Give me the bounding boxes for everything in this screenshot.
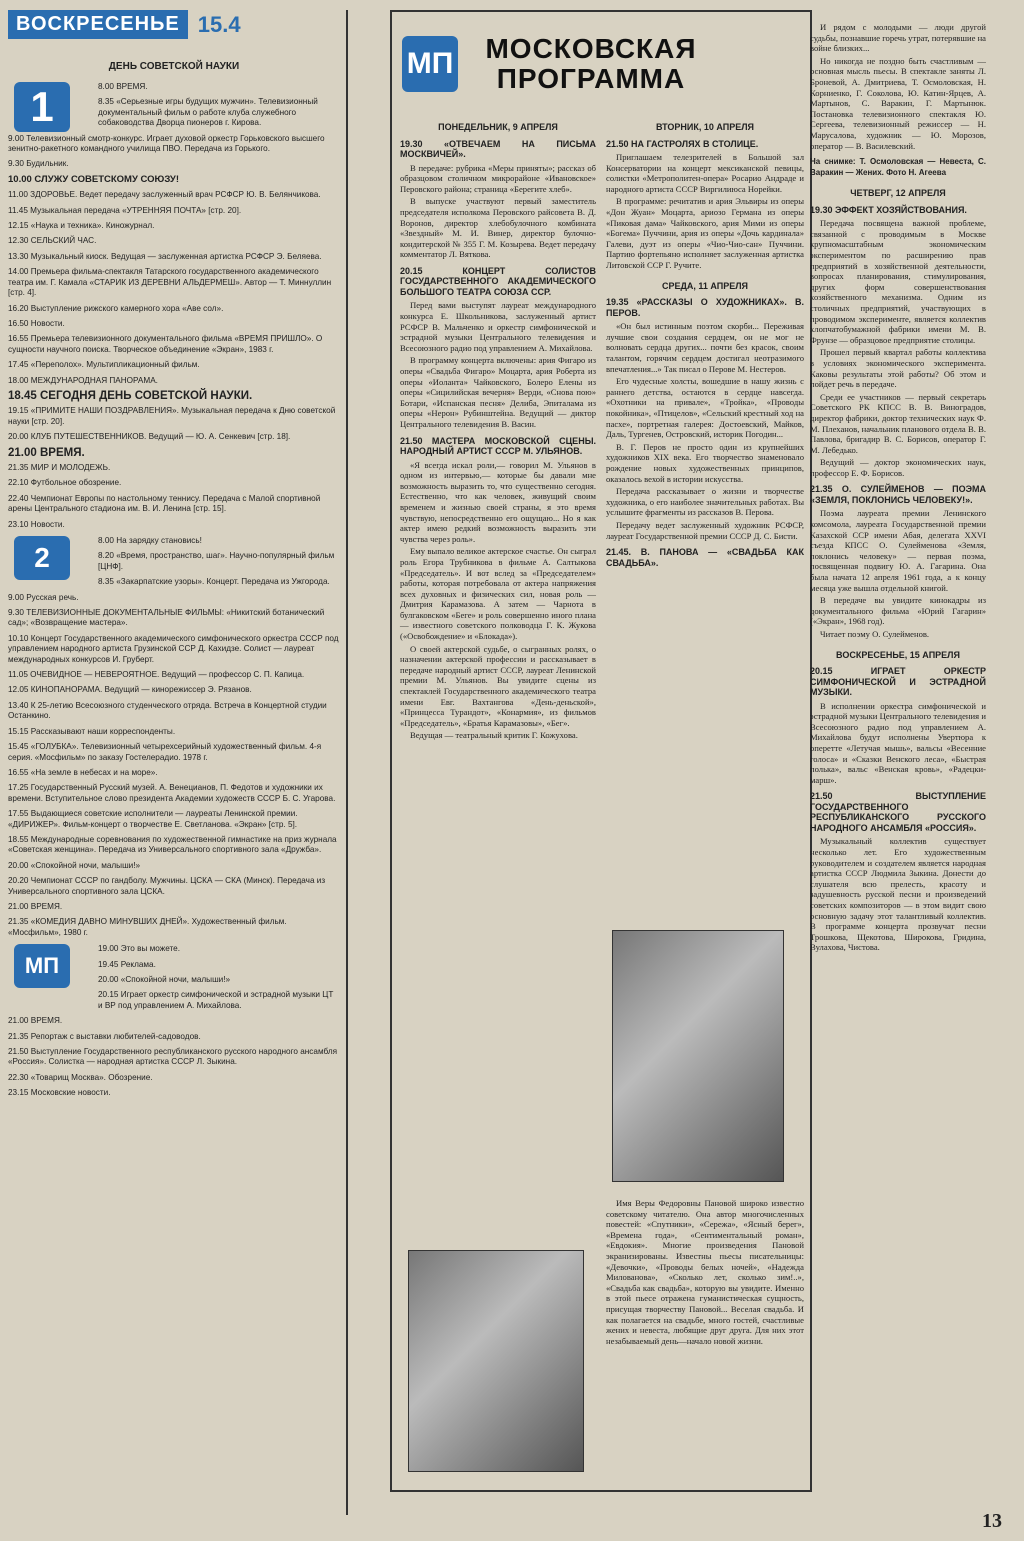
- sunday-schedule-column: [8, 10, 348, 1515]
- article-heading: 19.35 «РАССКАЗЫ О ХУДОЖНИКАХ». В. ПЕРОВ.: [606, 297, 804, 318]
- wedding-photo: [612, 930, 784, 1182]
- article-heading: 21.50 НА ГАСТРОЛЯХ В СТОЛИЦЕ.: [606, 138, 759, 149]
- article-paragraph: Перед вами выступят лауреат международного конкурса Е. Школьникова, заслуженный артист РСФСР В. Мальченко и оркестр симфонической и эстрадной музыки Центрального телевидения и Всесоюзного радио под управлением А. Михайлова.: [400, 300, 596, 353]
- schedule-entry: 15.45 «ГОЛУБКА». Телевизионный четырехсерийный художественный фильм. 4-я серия. «Мосфильм» по заказу Гостелерадио. 1978 г.: [8, 742, 322, 762]
- monday-column: [400, 112, 596, 743]
- schedule-entry: 19.15 «ПРИМИТЕ НАШИ ПОЗДРАВЛЕНИЯ». Музыкальная передача к Дню советской науки [стр. 20].: [8, 406, 336, 426]
- article-paragraph: «Я всегда искал роли,— говорил М. Ульянов в одном из интервью,— которые бы давали мне возможность выразить то, что существенно сегодня. Естественно, что как человек, живущий своим временем и жизнью своей страны, я это время чувствую, непосредственно его ощущаю... Но я как актер имею редкий возможность выразить эти чувства через роль».: [400, 459, 596, 544]
- schedule-entry: 13.30 Музыкальный киоск. Ведущая — заслуженная артистка РСФСР Э. Беляева.: [8, 251, 322, 261]
- schedule-entry: 8.35 «Закарпатские узоры». Концерт. Передача из Ужгорода.: [98, 577, 330, 587]
- schedule-entry: 17.45 «Переполох». Мультипликационный фильм.: [8, 360, 200, 370]
- article-paragraph: Музыкальный коллектив существует несколько лет. Его художественным руководителем и создателем является народная артистка СССР Людмила Зыкина. Донести до слушателя всю прелесть, красоту и задушевность русской песни и произведений советских композиторов — в этом видит свою основную задачу этот талантливый коллектив. В программе концерта прозвучат песни Трошкова, Щекотова, Широкова, Гридина, Вулахова, Чистова.: [810, 836, 986, 953]
- schedule-entry: 21.35 «КОМЕДИЯ ДАВНО МИНУВШИХ ДНЕЙ». Художественный фильм. «Мосфильм», 1980 г.: [8, 917, 287, 937]
- article-paragraph: В программе: речитатив и ария Эльвиры из оперы «Дон Жуан» Моцарта, ариозо Германа из оперы «Пиковая дама» Чайковского, ария Мими из оперы «Богема» Пуччини, ария из оперы «Дочь кардинала» Галеви, дуэт из оперы «Чио-Чио-сан» Пуччини. Партию фортепьяно исполняет заслуженная артистка Литовской ССР Г. Ручите.: [606, 196, 804, 271]
- schedule-entry: 18.00 МЕЖДУНАРОДНАЯ ПАНОРАМА.: [8, 375, 158, 385]
- channel-1-logo: 1: [14, 82, 70, 132]
- schedule-entry: 15.15 Рассказывают наши корреспонденты.: [8, 726, 176, 736]
- moscow-program-title: МОСКОВСКАЯ ПРОГРАММА: [485, 33, 697, 94]
- article-paragraph: Его чудесные холсты, вошедшие в нашу жизнь с раннего детства, остаются в сердце навсегда. «Охотники на привале», «Тройка», «Проводы покойника», «Птицелов», «Сельский крестный ход на пасхе», портретная галерея: Достоевский, Майков, Даль, Тургенев, Островский, историк Погодин...: [606, 376, 804, 440]
- schedule-entry: 11.05 ОЧЕВИДНОЕ — НЕВЕРОЯТНОЕ. Ведущий — профессор С. П. Капица.: [8, 670, 305, 680]
- right-column: [810, 0, 988, 1500]
- page-number: 13: [982, 1510, 1002, 1532]
- schedule-entry: 8.35 «Серьезные игры будущих мужчин». Телевизионный документальный фильм о работе клуба служебного собаководства Дворца пионеров г. Кирова.: [98, 97, 318, 128]
- schedule-entry: 8.00 ВРЕМЯ.: [98, 82, 148, 91]
- schedule-entry: 12.30 СЕЛЬСКИЙ ЧАС.: [8, 236, 97, 246]
- channel-2-schedule: [8, 536, 340, 938]
- article-paragraph: В. Г. Перов не просто один из крупнейших художников XIX века. Его творчество знаменовало рождение новых художественных принципов, оказалось вехой в истории искусства.: [606, 441, 804, 484]
- schedule-entry: 22.30 «Товарищ Москва». Обозрение.: [8, 1072, 153, 1082]
- schedule-entry: 21.50 Выступление Государственного республиканского русского народного ансамбля «Россия». Солистка — народная артистка СССР Л. Зыкина.: [8, 1047, 338, 1067]
- article-heading: ЧЕТВЕРГ, 12 АПРЕЛЯ: [850, 188, 946, 199]
- article-heading: На снимке: Т. Осмоловская — Невеста, С. Варакин — Жених. Фото Н. Агеева: [810, 157, 986, 177]
- article-heading: 21.50 ВЫСТУПЛЕНИЕ ГОСУДАРСТВЕННОГО РЕСПУБЛИКАНСКОГО РУССКОГО НАРОДНОГО АНСАМБЛЯ «РОССИЯ».: [810, 791, 986, 833]
- article-paragraph: Прошел первый квартал работы коллектива в условиях экономического эксперимента. Каковы результаты этой работы? Об этом и пойдет речь в передаче.: [810, 347, 986, 390]
- schedule-entry: 9.30 Будильник.: [8, 159, 69, 169]
- article-heading: СРЕДА, 11 АПРЕЛЯ: [661, 280, 749, 291]
- channel-2-logo: 2: [14, 536, 70, 580]
- day-header: [8, 10, 340, 39]
- schedule-entry: 20.20 Чемпионат СССР по гандболу. Мужчины. ЦСКА — СКА (Минск). Передача из Универсального спортивного зала ЦСКА.: [8, 876, 326, 896]
- right-column-text: [810, 22, 986, 955]
- article-heading: 21.50 МАСТЕРА МОСКОВСКОЙ СЦЕНЫ. НАРОДНЫЙ АРТИСТ СССР М. УЛЬЯНОВ.: [400, 435, 596, 457]
- schedule-entry: 21.00 ВРЕМЯ.: [8, 901, 63, 911]
- article-paragraph: «Он был истинным поэтом скорби... Переживая лучшие свои создания сердцем, он не мог не волновать сердца других... почти без красок, своим талантом, горячим сердцем достигал неотразимого впечатления...» Так писал о Перове М. Нестеров.: [606, 321, 804, 374]
- schedule-entry: 8.20 «Время, пространство, шаг». Научно-популярный фильм [ЦНФ].: [98, 551, 335, 571]
- schedule-entry: 18.45 СЕГОДНЯ ДЕНЬ СОВЕТСКОЙ НАУКИ.: [8, 389, 253, 402]
- article-heading: 20.15 КОНЦЕРТ СОЛИСТОВ ГОСУДАРСТВЕННОГО АКАДЕМИЧЕСКОГО БОЛЬШОГО ТЕАТРА СОЮЗА ССР.: [400, 265, 596, 297]
- ulyanov-portrait-photo: [408, 1250, 584, 1472]
- schedule-entry: 13.40 К 25-летию Всесоюзного студенческого отряда. Встреча в Концертной студии Останкино.: [8, 700, 327, 721]
- article-paragraph: В программу концерта включены: ария Фигаро из оперы «Свадьба Фигаро» Моцарта, ария Роберта из оперы «Иоланта» Чайковского, Болеро Елены из оперы «Сицилийская вечерня» Верди, «Снова пою» Ботари, «Испанская песня» Делиба, Эпиталама из оперы «Нерон» Рубинштейна. Ведущий — диктор Центрального телевидения В. Васин.: [400, 355, 596, 429]
- article-paragraph: В передаче: рубрика «Меры приняты»; рассказ об образцовом столичном микрорайоне «Ивановское» Перовского района; страница «Берегите хлеб».: [400, 162, 596, 194]
- schedule-entry: 11.00 ЗДОРОВЬЕ. Ведет передачу заслуженный врач РСФСР Ю. В. Белянчикова.: [8, 190, 321, 200]
- schedule-entry: 16.50 Новости.: [8, 318, 65, 328]
- article-paragraph: О своей актерской судьбе, о сыгранных ролях, о назначении актерской профессии и рассказывает в передаче народный артист СССР, лауреат Ленинской премии М. Ульянов. Вы увидите сцены из спектаклей Государственного академического театра имени Евг. Вахтангова «День-деньской», «Принцесса Турандот», «Конармия», из фильмов «Председатель», «Братья Карамазовы», «Бег».: [400, 643, 596, 728]
- schedule-entry: 9.30 ТЕЛЕВИЗИОННЫЕ ДОКУМЕНТАЛЬНЫЕ ФИЛЬМЫ: «Никитский ботанический сад»; «Возвращение мастера».: [8, 608, 325, 628]
- article-heading: 21.45. В. ПАНОВА — «СВАДЬБА КАК СВАДЬБА».: [606, 547, 804, 568]
- date-label: 15.4: [197, 11, 241, 37]
- article-paragraph: Среди ее участников — первый секретарь Советского РК КПСС В. В. Виноградов, директор фабрики, доктор технических наук Ф. М. Плеханов, начальник планового отдела В. В. Павлова, бригадир В. С. Борисов, оператор Г. М. Лебедько.: [810, 391, 986, 455]
- schedule-entry: 8.00 На зарядку становись!: [98, 536, 202, 545]
- article-paragraph: В исполнении оркестра симфонической и эстрадной музыки Центрального телевидения и Всесоюзного радио под управлением А. Михайлова будут исполнены Увертюра к оперетте «Летучая мышь», вальсы «Весенние голоса» и «Сказки Венского леса», «Быстрая полька», вальс «Венская кровь», «Радецки-марш».: [810, 700, 986, 785]
- schedule-entry: 21.35 МИР И МОЛОДЕЖЬ.: [8, 462, 111, 472]
- channel-1-schedule: [8, 82, 340, 530]
- schedule-entry: 12.05 КИНОПАНОРАМА. Ведущий — кинорежиссер Э. Рязанов.: [8, 685, 252, 695]
- article-paragraph: В выпуске участвуют первый заместитель председателя исполкома Перовского райсовета В. Д. Воронов, директор хлебобулочного комбината «Звездный» М. И. Винер, директор булочно-кондитерской № 355 Г. М. Козырева. Ведет передачу комментатор Л. Вяткова.: [400, 196, 596, 260]
- schedule-entry: 14.00 Премьера фильма-спектакля Татарского государственного академического театра им. Г. Камала «СТАРИК ИЗ ДЕРЕВНИ АЛЬДЕРМЕШ». Автор — Т. Миннуллин [стр. 4].: [8, 267, 332, 298]
- article-heading: 19.30 «ОТВЕЧАЕМ НА ПИСЬМА МОСКВИЧЕЙ».: [400, 138, 596, 160]
- schedule-entry: 9.00 Телевизионный смотр-конкурс. Играет духовой оркестр Горьковского высшего зенитно-ракетного командного училища ПВО. Передача из Горького.: [8, 133, 325, 154]
- article-paragraph: И рядом с молодыми — люди другой судьбы, познавшие горечь утрат, потерявшие на войне близких...: [810, 22, 986, 54]
- schedule-entry: 16.55 «На земле в небесах и на море».: [8, 767, 158, 777]
- schedule-entry: 23.10 Новости.: [8, 519, 65, 529]
- article-paragraph: Передача рассказывает о жизни и творчестве художника, о его наиболее значительных работах. Вы услышите фрагменты из рассказов В. Перова.: [606, 486, 804, 518]
- article-paragraph: Передачу ведет заслуженный художник РСФСР, лауреат Государственной премии СССР Д. С. Бисти.: [606, 519, 804, 541]
- article-paragraph: Ведущая — театральный критик Г. Кожухова.: [410, 730, 578, 741]
- schedule-entry: 10.00 СЛУЖУ СОВЕТСКОМУ СОЮЗУ!: [8, 173, 179, 185]
- schedule-entry: 22.10 Футбольное обозрение.: [8, 478, 122, 488]
- schedule-entry: 23.15 Московские новости.: [8, 1088, 111, 1098]
- moscow-program-header: [392, 12, 810, 104]
- schedule-entry: 16.20 Выступление рижского камерного хора «Аве сол».: [8, 303, 224, 313]
- tuesday-wednesday-column: [606, 112, 804, 571]
- schedule-entry: 17.25 Государственный Русский музей. А. Венецианов, П. Федотов и художники их времени. Вступительное слово президента Академии художеств СССР Б. С. Угарова.: [8, 783, 336, 803]
- schedule-entry: 20.00 КЛУБ ПУТЕШЕСТВЕННИКОВ. Ведущий — Ю. А. Сенкевич [стр. 18].: [8, 432, 291, 442]
- article-paragraph: Имя Веры Федоровны Пановой широко известно советскому читателю. Она автор многочисленных повестей: «Спутники», «Сережа», «Ясный берег», «Времена года», «Сентиментальный роман», «Евдокия». Многие произведения Пановой экранизированы. Известны пьесы писательницы: «Девочки», «Проводы белых ночей», «Надежда Милованова», «Сколько лет, сколько зим!..», «Свадьба как свадьба», которую вы увидите. Именно в этой пьесе отражена гуманистическая сущность, присущая творчеству Пановой... Веселая свадьба. И как полагается на свадьбе, много гостей, счастливые жених и невеста, любящие друг друга. Для них этот незабываемый день—начало новой жизни.: [606, 1198, 804, 1346]
- monday-heading: ПОНЕДЕЛЬНИК, 9 АПРЕЛЯ: [438, 122, 558, 132]
- schedule-entry: 16.55 Премьера телевизионного документального фильма «ВРЕМЯ ПРИШЛО». О сущности научного поиска. Творческое объединение «Экран», 1983 г.: [8, 334, 323, 354]
- panova-article-continued: [606, 1198, 804, 1348]
- article-paragraph: Читает поэму О. Сулейменов.: [820, 629, 930, 639]
- schedule-entry: 21.35 Репортаж с выставки любителей-садоводов.: [8, 1031, 201, 1041]
- article-heading: 20.15 ИГРАЕТ ОРКЕСТР СИМФОНИЧЕСКОЙ И ЭСТРАДНОЙ МУЗЫКИ.: [810, 666, 986, 698]
- schedule-entry: 18.55 Международные соревнования по художественной гимнастике на приз журнала «Советская женщина». Передача из Универсального спортивного зала «Дружба».: [8, 834, 337, 855]
- moscow-program-section: [390, 10, 812, 1492]
- schedule-entry: 20.00 «Спокойной ночи, малыши!»: [8, 860, 141, 870]
- day-subheader: ДЕНЬ СОВЕТСКОЙ НАУКИ: [108, 61, 240, 72]
- article-paragraph: В передаче вы увидите кинокадры из документального фильма «Юрий Гагарин» («Экран», 1968 год).: [810, 595, 986, 627]
- schedule-entry: 10.10 Концерт Государственного академического симфонического оркестра СССР под управлением народного артиста Грузинской ССР Д. Кахидзе. Солист — лауреат международных конкурсов И. Груберт.: [8, 633, 339, 664]
- schedule-entry: 11.45 Музыкальная передача «УТРЕННЯЯ ПОЧТА» [стр. 20].: [8, 205, 242, 215]
- schedule-entry: 21.00 ВРЕМЯ.: [8, 446, 85, 459]
- schedule-entry: 19.45 Реклама.: [98, 959, 156, 969]
- mp-logo: МП: [402, 36, 458, 92]
- schedule-entry: 21.00 ВРЕМЯ.: [8, 1016, 63, 1026]
- article-paragraph: Поэма лауреата премии Ленинского комсомола, лауреата Государственной премии Казахской ССР имени Абая, делегата XXVI съезда КПСС О. Сулейменова «Земля, поклонись человеку» — первая поэма, посвященная подвигу Ю. А. Гагарина. Она была начата 12 апреля 1961 года, а к концу месяца уже вышла отдельной книгой.: [810, 508, 986, 593]
- schedule-entry: 9.00 Русская речь.: [8, 592, 79, 602]
- tuesday-heading: ВТОРНИК, 10 АПРЕЛЯ: [655, 122, 755, 132]
- schedule-entry: 12.15 «Наука и техника». Киножурнал.: [8, 221, 155, 231]
- moscow-channel-logo: МП: [14, 944, 70, 988]
- schedule-entry: 17.55 Выдающиеся советские исполнители — лауреаты Ленинской премии. «ДИРИЖЕР». Фильм-концерт о творчестве Е. Светланова. «Экран» [стр. 5].: [8, 809, 298, 829]
- article-heading: ВОСКРЕСЕНЬЕ, 15 АПРЕЛЯ: [836, 649, 960, 660]
- schedule-entry: 20.00 «Спокойной ночи, малыши!»: [98, 975, 231, 984]
- day-label: ВОСКРЕСЕНЬЕ: [8, 10, 188, 39]
- article-paragraph: Приглашаем телезрителей в Большой зал Консерватории на концерт мексиканской певицы, солистки «Метрополитен-опера» Росарио Андраде и народного артиста СССР Виргилиюса Норейки.: [606, 152, 804, 194]
- moscow-channel-schedule: [8, 944, 340, 1098]
- article-paragraph: Ведущий — доктор экономических наук, профессор Е. Ф. Борисов.: [810, 457, 986, 478]
- schedule-entry: 20.15 Играет оркестр симфонической и эстрадной музыки ЦТ и ВР под управлением А. Михайлова.: [98, 990, 334, 1010]
- article-paragraph: Передача посвящена важной проблеме, связанной с проводимым в Москве крупномасштабным экономическим экспериментом по расширению прав предприятий в хозяйственной деятельности, вопросах планирования, стимулирования, других форм совершенствования хозяйственного механизма. Одним из столичных предприятий, участвующих в проводимом эксперименте, является коллектив хлопчатобумажной фабрики имени М. В. Фрунзе — образцовое предприятие столицы.: [810, 218, 986, 345]
- article-paragraph: Но никогда не поздно быть счастливым — основная мысль пьесы. В спектакле заняты Л. Броневой, А. Дмитриева, Т. Осмоловская, Н. Корниенко, Г. Соколова, Ю. Катин-Ярцев, А. Мартынов, С. Варакин, Г. Мартынюк. Постановка телевизионного спектакля Ю. Сергеева, телевизионный режиссер — Н. Марусалова, художник — Ю. Морозов, оператор — В. Василевский.: [810, 55, 986, 151]
- article-heading: 21.35 О. СУЛЕЙМЕНОВ — ПОЭМА «ЗЕМЛЯ, ПОКЛОНИСЬ ЧЕЛОВЕКУ!».: [810, 484, 986, 505]
- schedule-entry: 22.40 Чемпионат Европы по настольному теннису. Передача с Малой спортивной арены Центрального стадиона им. В. И. Ленина [стр. 15].: [8, 493, 321, 514]
- article-heading: 19.30 ЭФФЕКТ ХОЗЯЙСТВОВАНИЯ.: [810, 204, 967, 215]
- article-paragraph: Ему выпало великое актерское счастье. Он сыграл роль Егора Трубникова в фильме А. Салтыкова «Председатель». И вот вслед за «Председателем» работы, которая потребовала от актера напряжения всех духовных и физических сил, новая роль — Дмитрия Карамазова. А затем — Чарнота в булгаковском «Беге» и роль совершенно иного плана — известного советского полководца Г. К. Жукова («Освобождение» и «Блокада»).: [400, 546, 596, 642]
- schedule-entry: 19.00 Это вы можете.: [98, 944, 180, 954]
